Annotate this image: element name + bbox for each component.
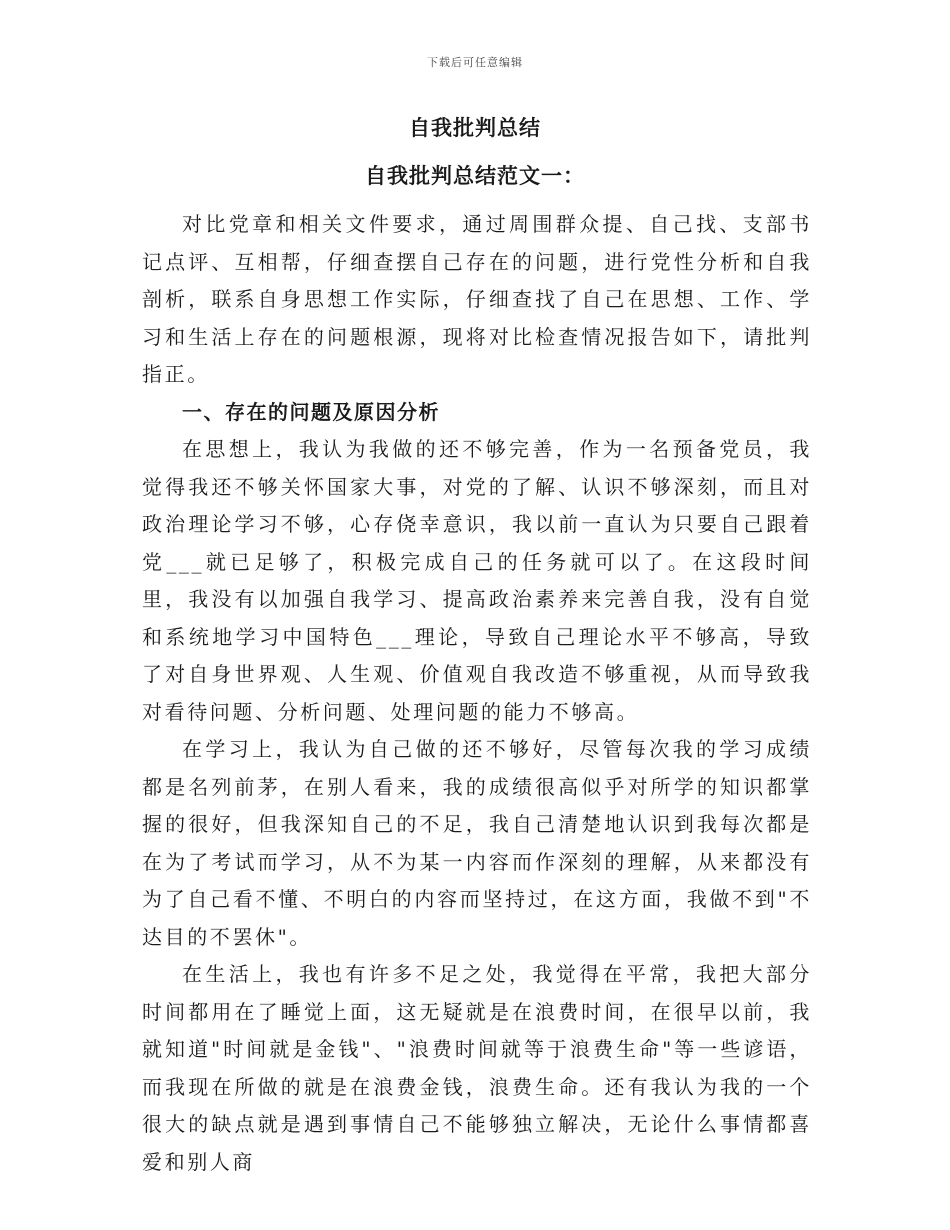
paragraph-ideology: 在思想上，我认为我做的还不够完善，作为一名预备党员，我觉得我还不够关怀国家大事，对党的了解、认识不够深刻，而且对政治理论学习不够，心存侥幸意识，我以前一直认为只要自己跟着党___就已足够了，积极完成自己的任务就可以了。在这段时间里，我没有以加强自我学习、提高政治素养来完善自我，没有自觉和系统地学习中国特色___理论，导致自己理论水平不够高，导致了对自身世界观、人生观、价值观自我改造不够重视，从而导致我对看待问题、分析问题、处理问题的能力不够高。 <box>142 437 812 724</box>
document-title: 自我批判总结 <box>409 115 541 140</box>
section-heading: 一、存在的问题及原因分析 <box>182 399 440 424</box>
paragraph-intro: 对比党章和相关文件要求，通过周围群众提、自己找、支部书记点评、互相帮，仔细查摆自己存在的问题，进行党性分析和自我剖析，联系自身思想工作实际，仔细查找了自己在思想、工作、学习和生活上存在的问题根源，现将对比检查情况报告如下，请批判指正。 <box>142 212 812 386</box>
header-note: 下载后可任意编辑 <box>427 56 523 69</box>
paragraph-study: 在学习上，我认为自己做的还不够好，尽管每次我的学习成绩都是名列前茅，在别人看来，我的成绩很高似乎对所学的知识都掌握的很好，但我深知自己的不足，我自己清楚地认识到我每次都是在为了考试而学习，从不为某一内容而作深刻的理解，从来都没有为了自己看不懂、不明白的内容而坚持过，在这方面，我做不到"不达目的不罢休"。 <box>142 737 812 949</box>
document-body <box>142 206 812 1181</box>
document-subtitle: 自我批判总结范文一： <box>365 163 585 188</box>
paragraph-life: 在生活上，我也有许多不足之处，我觉得在平常，我把大部分时间都用在了睡觉上面，这无疑就是在浪费时间，在很早以前，我就知道"时间就是金钱"、"浪费时间就等于浪费生命"等一些谚语，而我现在所做的就是在浪费金钱，浪费生命。还有我认为我的一个很大的缺点就是遇到事情自己不能够独立解决，无论什么事情都喜爱和别人商 <box>142 962 812 1174</box>
